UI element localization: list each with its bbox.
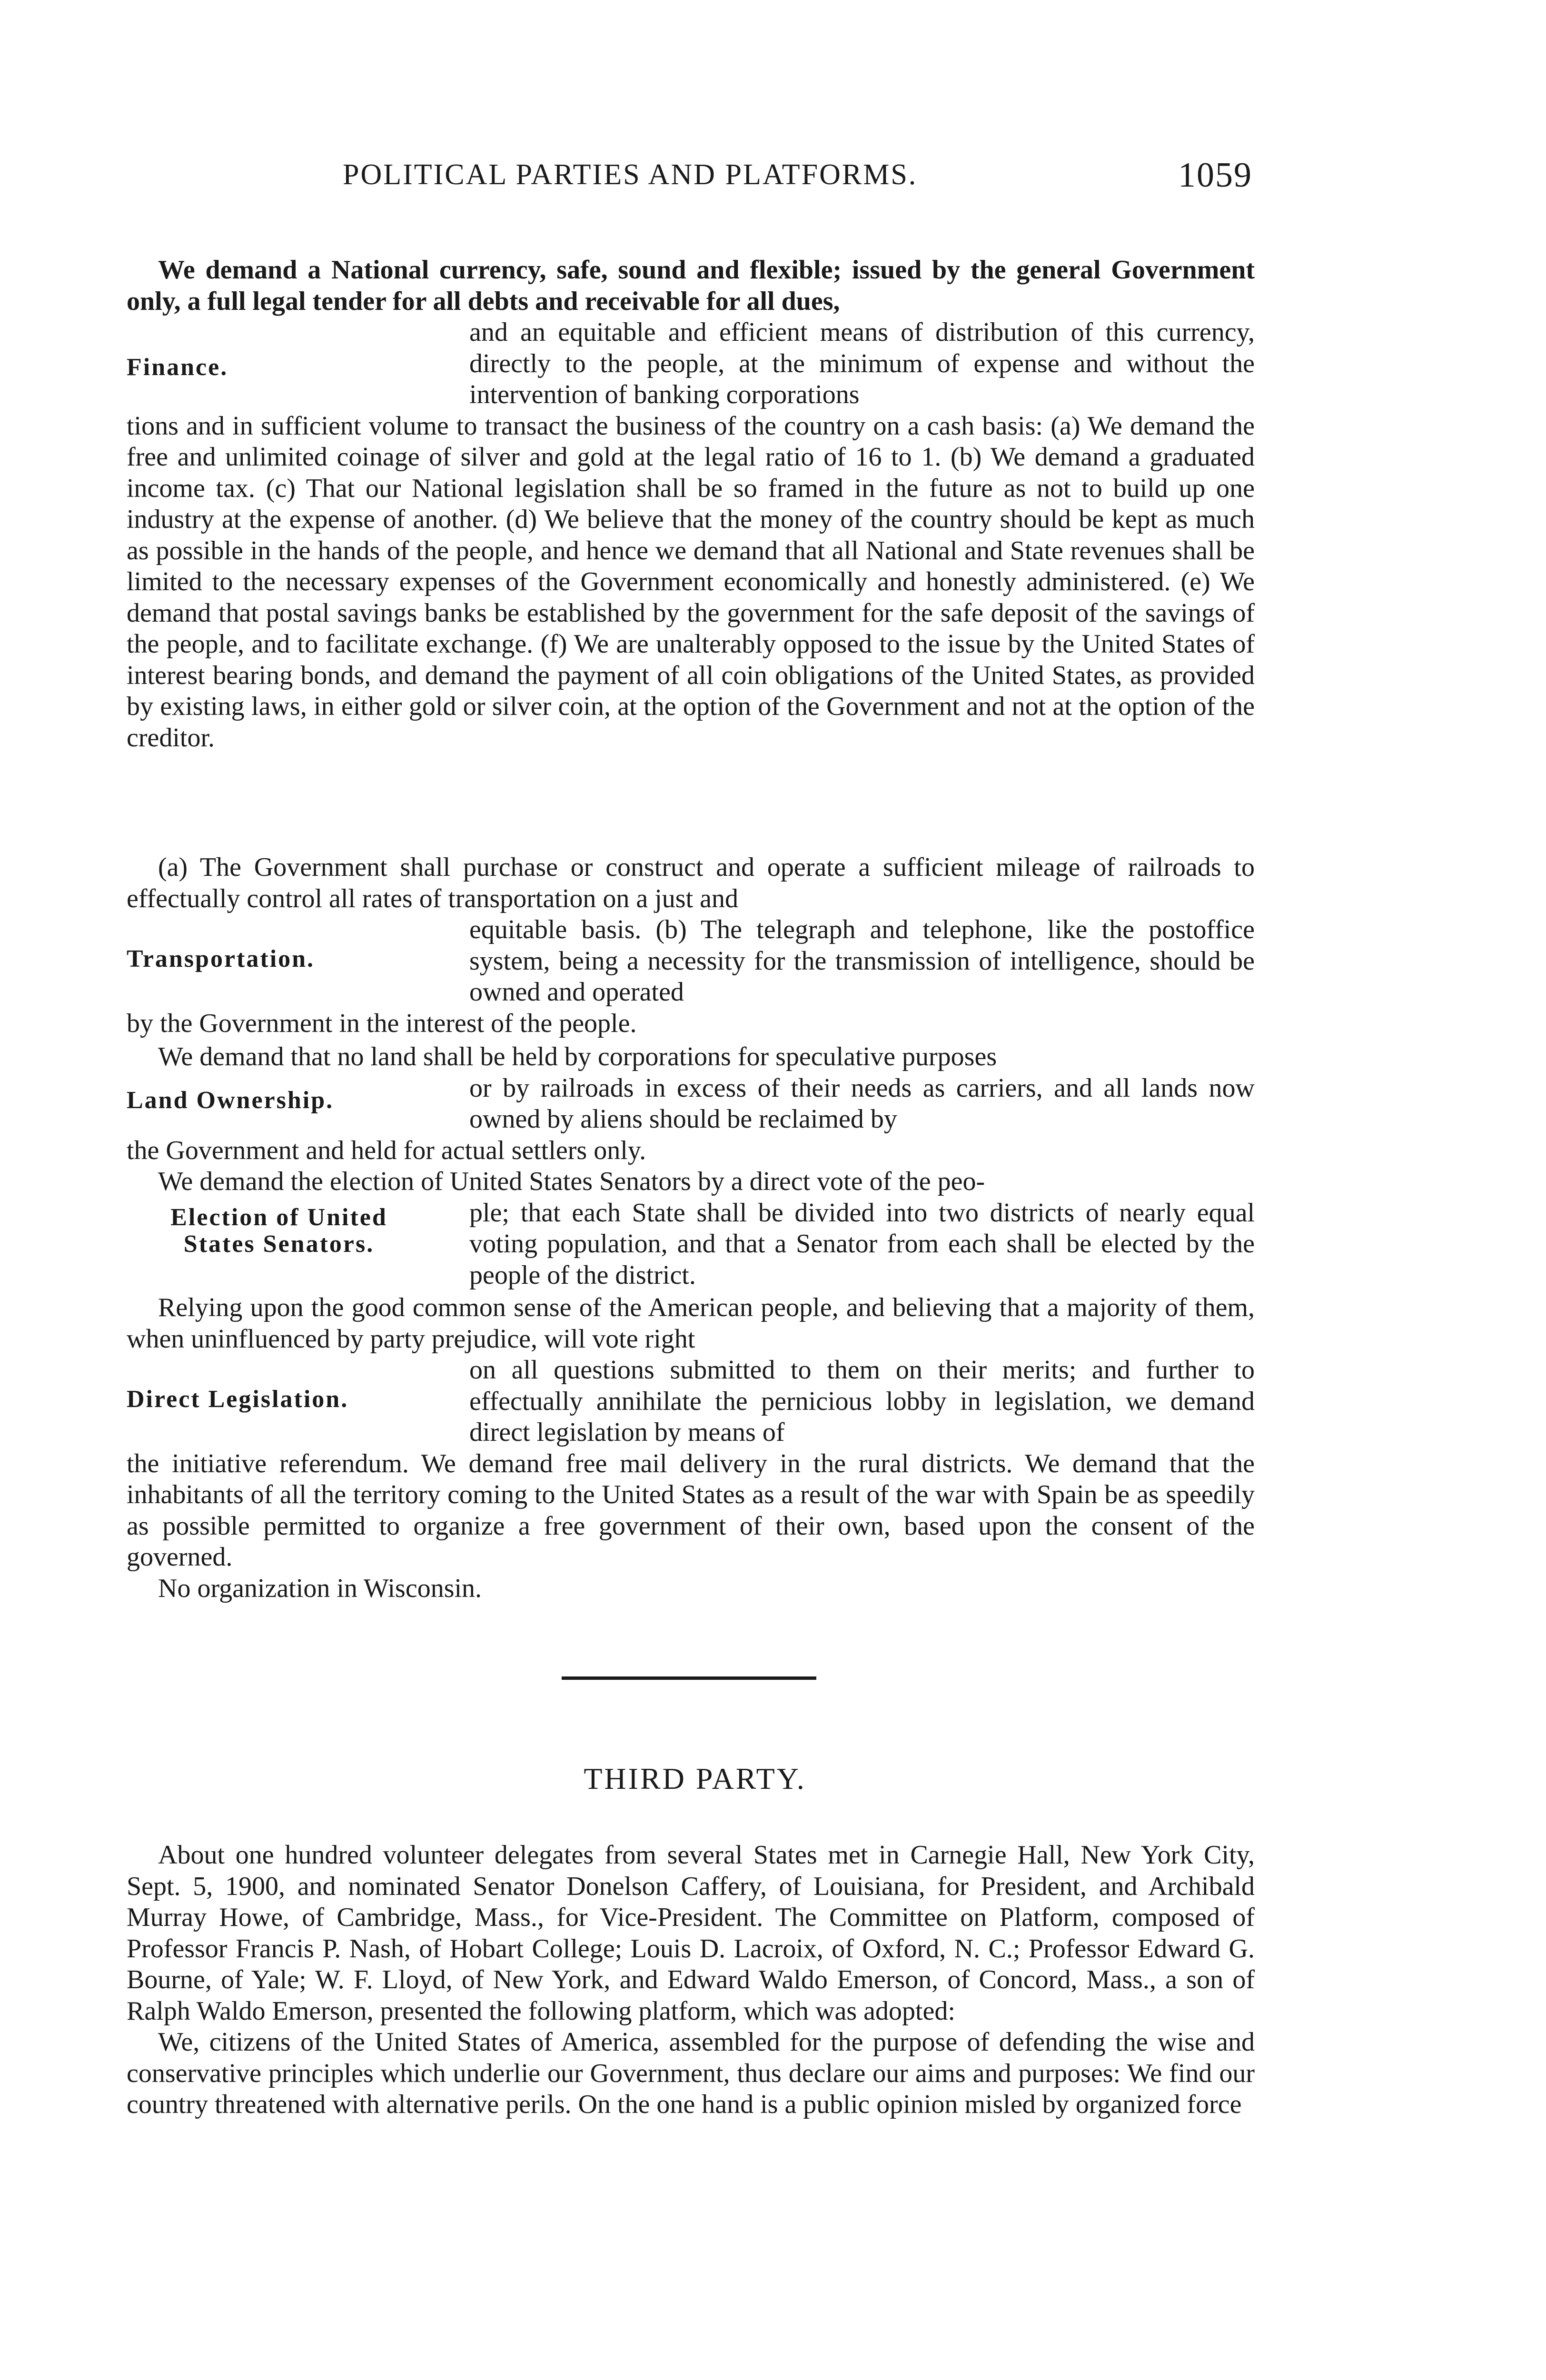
senators-beside: ple; that each State shall be divided into two districts of nearly equal voting population, and that a Senator from each shall be elected by the people of the district. — [469, 1198, 1255, 1290]
third-party-heading: THIRD PARTY. — [584, 1762, 806, 1795]
section-divider-rule — [562, 1676, 816, 1680]
senators-lead: We demand the election of United States Senators by a direct vote of the peo- — [158, 1167, 985, 1196]
sidenote-transportation: Transportation. — [127, 945, 315, 972]
third-party-section — [127, 1840, 1255, 2121]
legislation-section — [127, 1292, 1255, 1604]
sidenote-direct-legislation: Direct Legislation. — [127, 1386, 349, 1413]
transportation-beside: equitable basis. (b) The telegraph and telephone, like the postoffice system, being a necessity for the transmission of intelligence, should be owned and operated — [469, 915, 1255, 1007]
land-section — [127, 1041, 1255, 1166]
sidenote-land-ownership: Land Ownership. — [127, 1086, 334, 1114]
senators-sidenote-row — [127, 1198, 1255, 1291]
transportation-section — [127, 852, 1255, 1039]
land-tail: the Government and held for actual settlers only. — [127, 1135, 646, 1165]
land-lead: We demand that no land shall be held by corporations for speculative purposes — [158, 1042, 997, 1071]
legislation-sidenote-row — [127, 1355, 1255, 1448]
third-party-platform: We, citizens of the United States of America, assembled for the purpose of defending the wise and conservative principles which underlie our Government, thus declare our aims and purposes: We find our country threatened with alternative perils. On the one hand is a public opinion misled by organized force — [127, 2027, 1255, 2119]
finance-body: tions and in sufficient volume to transact the business of the country on a cash basis: (a) We demand the free and unlimited coinage of silver and gold at the legal ratio of 16 to 1. (b) We demand a graduated income tax. (c) That our National legislation shall be so framed in the future as not to build up one industry at the expense of another. (d) We believe that the money of the country should be kept as much as possible in the hands of the people, and hence we demand that all National and State revenues shall be limited to the necessary expenses of the Government economically and honestly administered. (e) We demand that postal savings banks be established by the government for the safe deposit of the savings of the people, and to facilitate exchange. (f) We are unalterably opposed to the issue by the United States of interest bearing bonds, and demand the payment of all coin obligations of the United States, as provided by existing laws, in either gold or silver coin, at the option of the Government and not at the option of the creditor. — [127, 411, 1255, 753]
legislation-lead: Relying upon the good common sense of the American people, and believing that a majority of them, when uninfluenced by party prejudice, will vote right — [127, 1293, 1255, 1354]
sidenote-election-line2: States Senators. — [183, 1230, 375, 1258]
sidenote-election-line1: Election of United — [170, 1203, 387, 1231]
finance-beside: and an equitable and efficient means of distribution of this currency, directly to the people, at the minimum of expense and without the intervention of banking corporations — [469, 317, 1255, 409]
senators-section — [127, 1166, 1255, 1291]
finance-lead: We demand a National currency, safe, sound and flexible; issued by the general Government only, a full legal tender for all debts and receivable for all dues, — [127, 255, 1255, 316]
land-sidenote-row — [127, 1073, 1255, 1135]
sidenote-finance: Finance. — [127, 354, 228, 381]
page-number: 1059 — [1178, 156, 1252, 195]
legislation-beside: on all questions submitted to them on their merits; and further to effectually annihilate the pernicious lobby in legislation, we demand direct legislation by means of — [469, 1355, 1255, 1447]
finance-section — [127, 255, 1255, 754]
running-head-title: POLITICAL PARTIES AND PLATFORMS. — [343, 159, 918, 191]
transportation-tail: by the Government in the interest of the people. — [127, 1008, 637, 1038]
finance-sidenote-row — [127, 317, 1255, 411]
land-beside: or by railroads in excess of their needs as carriers, and all lands now owned by aliens should be reclaimed by — [469, 1073, 1255, 1134]
transportation-sidenote-row — [127, 914, 1255, 1008]
transportation-lead: (a) The Government shall purchase or construct and operate a sufficient mileage of railroads to effectually control all rates of transportation on a just and — [127, 853, 1255, 913]
legislation-tail: the initiative referendum. We demand free mail delivery in the rural districts. We demand that the inhabitants of all the territory coming to the United States as a result of the war with Spain be as speedily as possible permitted to organize a free government of their own, based upon the consent of the governed. — [127, 1448, 1255, 1572]
sidenote-election-senators — [127, 1204, 431, 1258]
third-party-intro: About one hundred volunteer delegates from several States met in Carnegie Hall, New York City, Sept. 5, 1900, and nominated Senator Donelson Caffery, of Louisiana, for President, and Archibald Murray Howe, of Cambridge, Mass., for Vice-President. The Committee on Platform, composed of Professor Francis P. Nash, of Hobart College; Louis D. Lacroix, of Oxford, N. C.; Professor Edward G. Bourne, of Yale; W. F. Lloyd, of New York, and Edward Waldo Emerson, of Concord, Mass., a son of Ralph Waldo Emerson, presented the following platform, which was adopted: — [127, 1840, 1255, 2026]
wisconsin-note: No organization in Wisconsin. — [158, 1573, 482, 1603]
